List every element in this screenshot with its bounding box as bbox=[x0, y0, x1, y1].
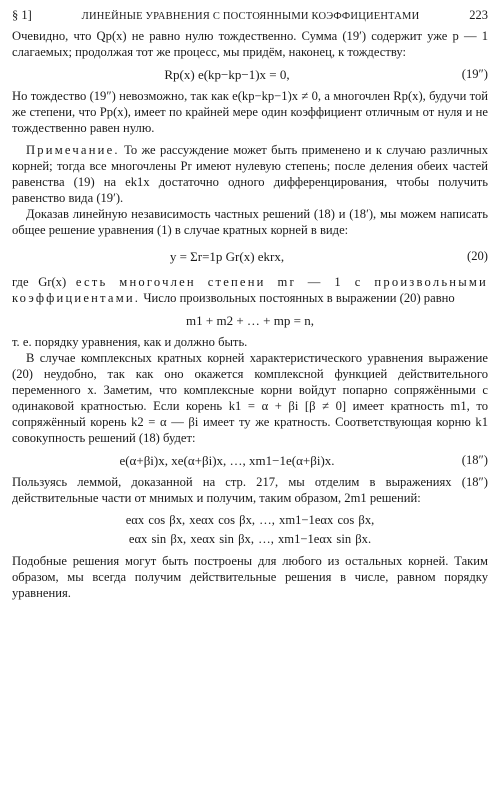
paragraph-5 bbox=[12, 275, 488, 307]
equation-18pp bbox=[12, 453, 488, 469]
paragraph-2: Но тождество (19″) невозможно, так как e(kp−kp−1)x ≠ 0, а многочлен Rp(x), будучи той же степени, что Pp(x), имеет по крайней мере один коэффициент отличным от нуля и не тождественно равен нулю. bbox=[12, 88, 488, 135]
solutions-row-cos: eαx cos βx, xeαx cos βx, …, xm1−1eαx cos βx, bbox=[125, 512, 375, 527]
paragraph-4: Доказав линейную независимость частных решений (18) и (18′), мы можем написать общее решение уравнения (1) в случае кратных корней в виде: bbox=[12, 206, 488, 237]
running-title: ЛИНЕЙНЫЕ УРАВНЕНИЯ С ПОСТОЯННЫМИ КОЭФФИЦИЕНТАМИ bbox=[81, 11, 420, 22]
equation-19pp bbox=[12, 67, 488, 83]
equation-sum-m bbox=[12, 313, 488, 329]
equation-body: y = Σr=1p Gr(x) ekrx, bbox=[169, 248, 285, 264]
running-header bbox=[12, 8, 488, 23]
paragraph-1: Очевидно, что Qp(x) не равно нулю тождественно. Сумма (19′) содержит уже p — 1 слагаемых; продолжая тот же процесс, мы придём, наконец, к тождеству: bbox=[12, 29, 488, 59]
section-mark: § 1] bbox=[12, 8, 32, 22]
note-text: То же рассуждение может быть применено и к случаю различных корней; тогда все многочлены Pr имеют нулевую степень; после деления обеих частей равенства (19) на ek1x достаточно одного дифференцирования, чтобы получить равенство вида (19′). bbox=[12, 142, 488, 205]
paragraph-7: В случае комплексных кратных корней характеристического уравнения выражение (20) неудобно, так как оно окажется комплексной функцией действительного переменного x. Заметим, что комплексные корни войдут попарно сопряжёнными с одинаковой кратностью. Если корень k1 = α + βi [β ≠ 0] имеет кратность m1, то сопряжённый корень k2 = α — βi имеет ту же кратность. Соответствующая корню k1 совокупность решений (18) будет: bbox=[12, 350, 488, 445]
equation-number: (19″) bbox=[461, 67, 488, 82]
paragraph-8: Пользуясь леммой, доказанной на стр. 217, мы отделим в выражениях (18″) действительные части от мнимых и получим, таким образом, 2m1 решений: bbox=[12, 474, 488, 505]
equation-body: m1 + m2 + … + mp = n, bbox=[186, 312, 314, 328]
equation-20 bbox=[12, 249, 488, 265]
equation-number: (18″) bbox=[461, 453, 488, 468]
solutions-matrix bbox=[12, 511, 488, 550]
paragraph-6: т. е. порядку уравнения, как и должно быть. bbox=[12, 334, 248, 349]
paragraph-9: Подобные решения могут быть построены для любого из остальных корней. Таким образом, мы всегда получим действительные решения в числе, равном порядку уравнения. bbox=[12, 553, 488, 600]
p5-part-c: Число произвольных постоянных в выражении (20) равно bbox=[140, 290, 455, 305]
equation-body: Rp(x) e(kp−kp−1)x = 0, bbox=[164, 66, 290, 82]
note-lead: Примечание. bbox=[26, 142, 120, 157]
p5-part-a: где Gr(x) bbox=[12, 274, 76, 289]
p5-spaced-text: есть многочлен степени mr — 1 с произвольными коэффициентами. bbox=[12, 274, 488, 305]
equation-body: e(α+βi)x, xe(α+βi)x, …, xm1−1e(α+βi)x. bbox=[119, 452, 335, 468]
equation-number: (20) bbox=[467, 249, 488, 264]
paragraph-note bbox=[12, 143, 488, 207]
solutions-row-sin: eαx sin βx, xeαx sin βx, …, xm1−1eαx sin βx. bbox=[128, 532, 372, 547]
page-number: 223 bbox=[469, 8, 488, 22]
